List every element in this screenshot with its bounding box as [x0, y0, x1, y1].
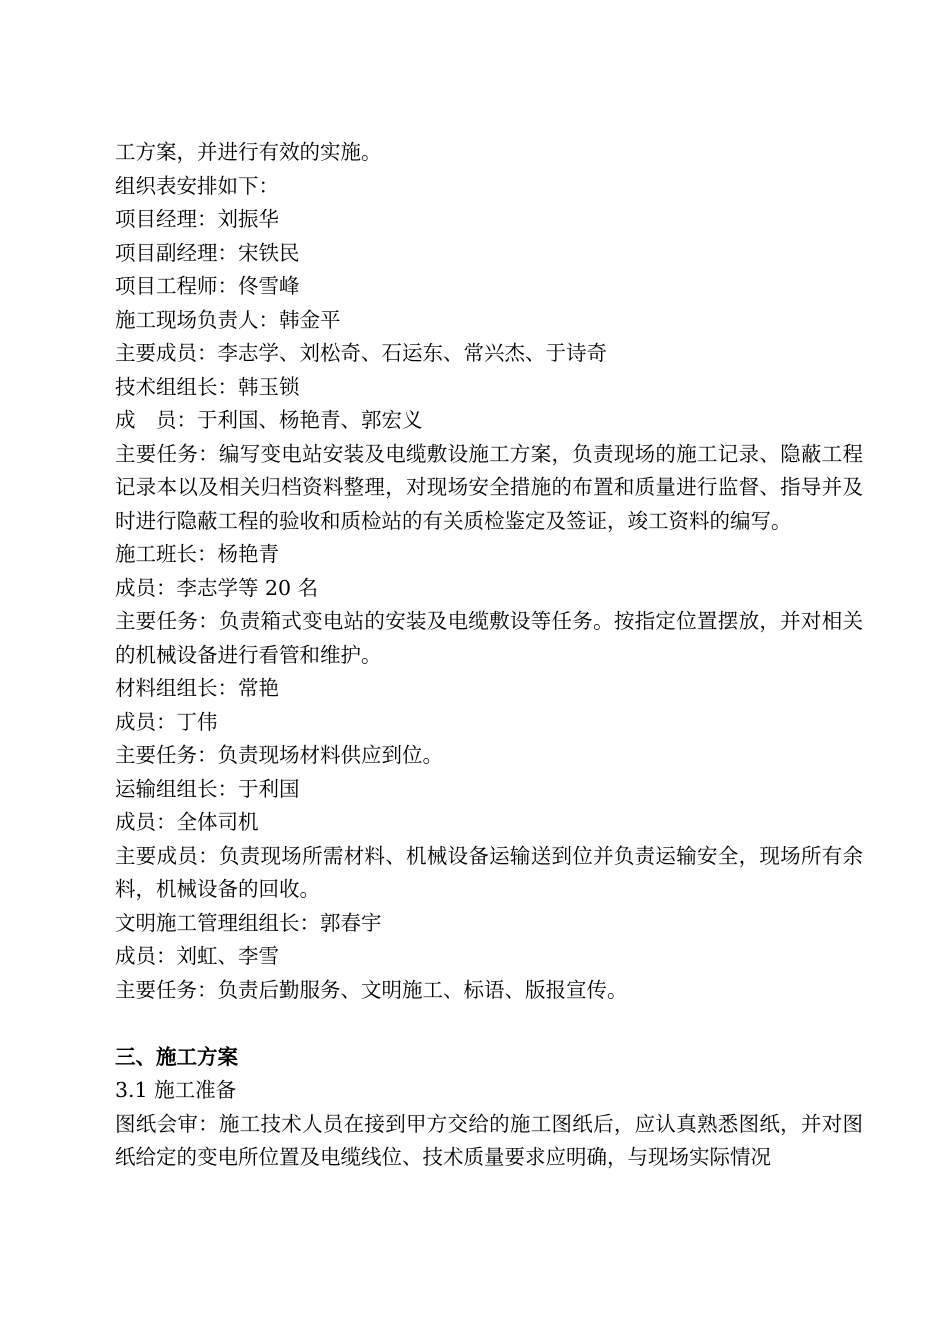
- text-paragraph-tech-tasks: 主要任务：编写变电站安装及电缆敷设施工方案，负责现场的施工记录、隐蔽工程记录本以及相关归档资料整理，对现场安全措施的布置和质量进行监督、指导并及时进行隐蔽工程的验收和质检站的有关质检鉴定及签证，竣工资料的编写。: [115, 441, 863, 533]
- section-subheading: 3.1 施工准备: [115, 1078, 237, 1102]
- text-line-material-tasks: 主要任务：负责现场材料供应到位。: [115, 743, 443, 767]
- text-line-project-engineer: 项目工程师：佟雪峰: [115, 274, 300, 298]
- text-line-project-manager: 项目经理：刘振华: [115, 207, 279, 231]
- text-line-civil-group-members: 成员：刘虹、李雪: [115, 944, 279, 968]
- text-line-transport-group-members: 成员：全体司机: [115, 810, 259, 834]
- text-line-continuation: 工方案，并进行有效的实施。: [115, 140, 382, 164]
- text-line-deputy-manager: 项目副经理：宋铁民: [115, 240, 300, 265]
- text-line-org-intro: 组织表安排如下：: [115, 173, 279, 198]
- text-line-tech-group-leader: 技术组组长：韩玉锁: [115, 374, 300, 399]
- text-line-civil-tasks: 主要任务：负责后勤服务、文明施工、标语、版报宣传。: [115, 977, 628, 1002]
- section-spacer: [115, 1007, 863, 1041]
- text-line-transport-group-leader: 运输组组长：于利国: [115, 776, 300, 801]
- text-paragraph-drawing-review: 图纸会审：施工技术人员在接到甲方交给的施工图纸后，应认真熟悉图纸，并对图纸给定的变电所位置及电缆线位、技术质量要求应明确，与现场实际情况: [115, 1111, 863, 1169]
- document-body: [115, 136, 863, 1175]
- text-paragraph-crew-tasks: 主要任务：负责箱式变电站的安装及电缆敷设等任务。按指定位置摆放，并对相关的机械设备进行看管和维护。: [115, 609, 863, 667]
- text-line-material-group-leader: 材料组组长：常艳: [115, 676, 279, 700]
- text-line-main-members: 主要成员：李志学、刘松奇、石运东、常兴杰、于诗奇: [115, 341, 607, 365]
- text-line-site-supervisor: 施工现场负责人：韩金平: [115, 307, 341, 332]
- text-line-material-group-members: 成员：丁伟: [115, 709, 218, 734]
- text-line-civil-group-leader: 文明施工管理组组长：郭春宇: [115, 910, 382, 935]
- text-line-crew-members: 成员：李志学等 20 名: [115, 575, 319, 600]
- text-paragraph-transport-tasks: 主要成员：负责现场所需材料、机械设备运输送到位并负责运输安全，现场所有余料，机械设备的回收。: [115, 843, 863, 901]
- text-line-crew-leader: 施工班长：杨艳青: [115, 542, 279, 566]
- text-line-tech-group-members: 成 员：于利国、杨艳青、郭宏义: [115, 408, 423, 432]
- section-heading: 三、施工方案: [115, 1044, 238, 1069]
